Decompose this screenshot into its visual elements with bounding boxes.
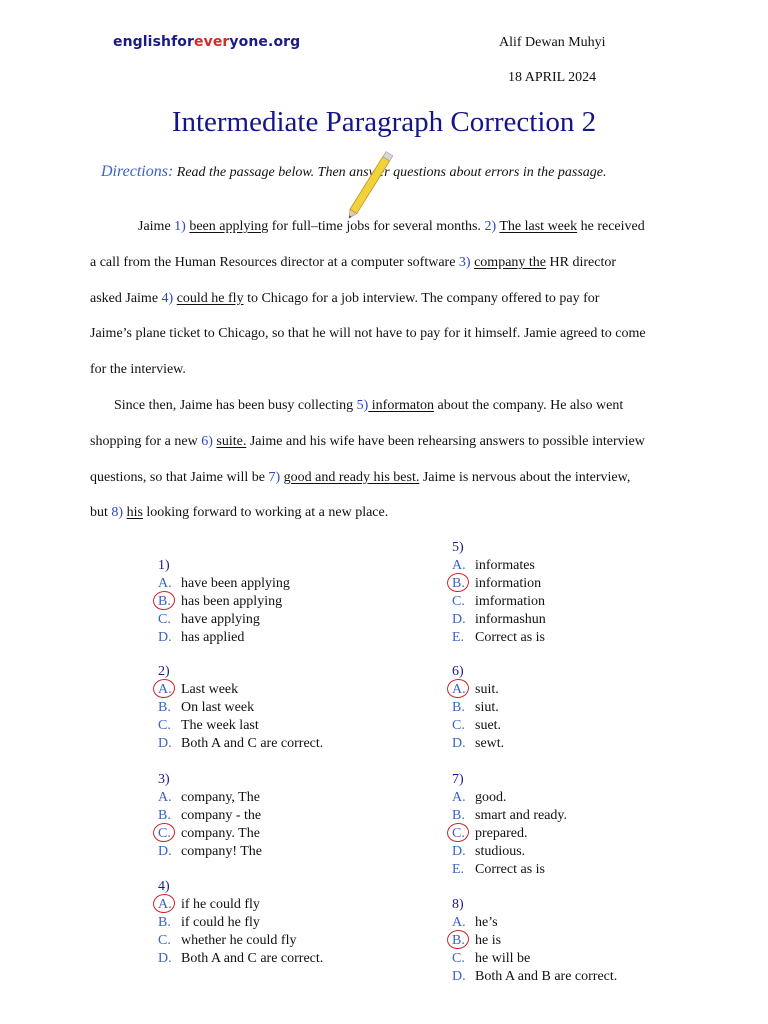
- answer-option: [158, 825, 262, 843]
- circle-mark-icon: [446, 678, 470, 700]
- answer-option: [158, 611, 290, 629]
- option-letter: [452, 932, 475, 950]
- option-text: The week last: [181, 718, 259, 733]
- option-text: company! The: [181, 844, 262, 859]
- option-letter: [452, 717, 475, 735]
- answer-option: [452, 575, 546, 593]
- text: but: [90, 505, 112, 521]
- option-text: has applied: [181, 630, 245, 645]
- option-text: if he could fly: [181, 897, 260, 912]
- error-phrase: good and ready his best.: [283, 469, 420, 485]
- logo-part-3: yone.org: [229, 34, 301, 50]
- option-letter: [158, 735, 181, 753]
- option-text: Correct as is: [475, 630, 545, 645]
- option-letter: [452, 735, 475, 753]
- answer-option: [158, 681, 323, 699]
- page-title: Intermediate Paragraph Correction 2: [171, 106, 597, 138]
- question-number: 1): [158, 558, 170, 573]
- option-letter: [158, 681, 181, 699]
- passage-line: [90, 498, 690, 534]
- option-letter-text: A.: [158, 682, 172, 697]
- error-number: 6): [201, 433, 213, 449]
- question-8: [452, 896, 617, 986]
- error-number: 4): [161, 290, 174, 306]
- text: about the company. He also went: [434, 397, 624, 413]
- error-number: 3): [458, 254, 471, 270]
- site-logo: [113, 34, 300, 50]
- option-text: has been applying: [181, 594, 283, 609]
- answer-option: [452, 932, 617, 950]
- passage: [90, 212, 690, 534]
- question-number: 7): [452, 772, 464, 787]
- option-letter: [452, 699, 475, 717]
- answer-option: [158, 932, 323, 950]
- option-letter: [452, 950, 475, 968]
- option-letter-text: A.: [452, 682, 466, 697]
- answer-option: [158, 843, 262, 861]
- option-letter: [158, 914, 181, 932]
- error-phrase: could he fly: [176, 290, 244, 306]
- error-phrase: been applying: [189, 219, 269, 234]
- option-text: company, The: [181, 790, 260, 805]
- answer-option: [452, 699, 504, 717]
- answer-option: [452, 593, 546, 611]
- option-letter: [158, 950, 181, 968]
- circle-mark-icon: [152, 678, 176, 700]
- option-text: have been applying: [181, 576, 290, 591]
- question-2: [158, 663, 323, 753]
- answer-option: [452, 789, 567, 807]
- question-number: 8): [452, 897, 464, 912]
- text: a call from the Human Resources director at a computer software: [90, 254, 459, 270]
- option-text: siut.: [475, 700, 499, 715]
- text: asked Jaime: [90, 290, 162, 306]
- option-text: have applying: [181, 612, 260, 627]
- option-letter-text: C.: [452, 826, 465, 841]
- option-text: Both A and B are correct.: [475, 969, 618, 984]
- option-letter-text: B.: [452, 808, 465, 823]
- option-letter-text: C.: [158, 933, 171, 948]
- answer-option: [452, 557, 546, 575]
- option-letter-text: B.: [158, 594, 171, 609]
- error-phrase: company the: [474, 254, 547, 270]
- circle-mark-icon: [446, 929, 470, 951]
- question-4: [158, 878, 323, 968]
- option-letter-text: D.: [452, 736, 466, 751]
- answer-option: [452, 843, 567, 861]
- circle-mark-icon: [152, 822, 176, 844]
- option-letter: [158, 825, 181, 843]
- option-text: prepared.: [475, 826, 528, 841]
- error-phrase: informaton: [368, 397, 434, 413]
- directions-text: Read the passage below. Then answer questions about errors in the passage.: [176, 165, 607, 180]
- option-letter: [158, 629, 181, 647]
- option-letter: [158, 699, 181, 717]
- answer-option: [158, 629, 290, 647]
- option-letter: [452, 575, 475, 593]
- option-letter-text: A.: [158, 897, 172, 912]
- circle-mark-icon: [152, 590, 176, 612]
- option-letter-text: C.: [158, 826, 171, 841]
- option-text: good.: [475, 790, 507, 805]
- option-letter-text: A.: [158, 790, 172, 805]
- option-letter-text: C.: [158, 718, 171, 733]
- option-text: Last week: [181, 682, 239, 697]
- option-letter-text: B.: [158, 915, 171, 930]
- option-text: imformation: [475, 594, 545, 609]
- answer-option: [452, 735, 504, 753]
- directions-label: Directions:: [101, 163, 174, 180]
- author-name: Alif Dewan Muhyi: [499, 35, 606, 50]
- question-number: 4): [158, 879, 170, 894]
- option-letter-text: A.: [452, 790, 466, 805]
- option-letter-text: D.: [452, 612, 466, 627]
- option-letter: [452, 681, 475, 699]
- option-text: he is: [475, 933, 502, 948]
- answer-option: [158, 593, 290, 611]
- option-letter: [158, 593, 181, 611]
- text: for full–time jobs for several months.: [268, 219, 485, 234]
- option-letter-text: D.: [452, 969, 466, 984]
- answer-option: [452, 629, 546, 647]
- option-letter-text: E.: [452, 862, 465, 877]
- option-letter-text: D.: [452, 844, 466, 859]
- option-text: sewt.: [475, 736, 505, 751]
- option-text: studious.: [475, 844, 526, 859]
- answer-option: [158, 735, 323, 753]
- question-5: [452, 539, 546, 647]
- answer-option: [158, 575, 290, 593]
- answer-option: [158, 807, 262, 825]
- pencil-icon: [328, 140, 418, 220]
- option-letter: [158, 789, 181, 807]
- option-letter-text: A.: [452, 558, 466, 573]
- question-3: [158, 771, 262, 861]
- option-letter: [158, 611, 181, 629]
- answer-option: [158, 950, 323, 968]
- passage-line: [90, 427, 690, 463]
- option-letter-text: D.: [158, 736, 172, 751]
- circle-mark-icon: [152, 893, 176, 915]
- question-number: 6): [452, 664, 464, 679]
- text: for the interview.: [90, 362, 186, 378]
- error-number: 5): [356, 397, 369, 413]
- option-letter: [158, 896, 181, 914]
- option-letter: [158, 932, 181, 950]
- text: Since then, Jaime has been busy collecting: [114, 397, 357, 413]
- option-text: smart and ready.: [475, 808, 567, 823]
- option-letter-text: C.: [452, 718, 465, 733]
- option-text: Both A and C are correct.: [181, 951, 324, 966]
- option-letter-text: E.: [452, 630, 465, 645]
- option-text: suit.: [475, 682, 499, 697]
- text: shopping for a new: [90, 433, 202, 449]
- error-number: 8): [111, 505, 124, 521]
- logo-part-1: englishfor: [113, 34, 194, 50]
- option-text: suet.: [475, 718, 502, 733]
- option-letter-text: C.: [452, 594, 465, 609]
- text: Jaime is nervous about the interview,: [419, 469, 631, 485]
- question-1: [158, 557, 290, 647]
- option-text: company - the: [181, 808, 262, 823]
- answer-option: [452, 968, 617, 986]
- error-phrase: The last week: [499, 219, 578, 234]
- option-letter-text: D.: [158, 951, 172, 966]
- question-number: 5): [452, 540, 464, 555]
- option-letter-text: B.: [452, 933, 465, 948]
- option-letter: [452, 825, 475, 843]
- answer-option: [452, 807, 567, 825]
- question-number: 3): [158, 772, 170, 787]
- option-text: he will be: [475, 951, 531, 966]
- answer-option: [158, 914, 323, 932]
- answer-option: [158, 717, 323, 735]
- answer-option: [452, 717, 504, 735]
- option-letter-text: B.: [158, 700, 171, 715]
- option-text: On last week: [181, 700, 255, 715]
- option-letter: [452, 789, 475, 807]
- text: questions, so that Jaime will be: [90, 469, 269, 485]
- text: Jaime’s plane ticket to Chicago, so that he will not have to pay for it himself. Jamie agreed to come: [90, 326, 646, 342]
- question-7: [452, 771, 567, 879]
- option-letter-text: B.: [158, 808, 171, 823]
- option-letter-text: B.: [452, 576, 465, 591]
- passage-line: [90, 463, 690, 499]
- answer-option: [452, 914, 617, 932]
- text: HR director: [546, 254, 616, 270]
- option-text: Both A and C are correct.: [181, 736, 324, 751]
- logo-part-2: ever: [194, 34, 230, 50]
- answer-option: [452, 861, 567, 879]
- answer-option: [452, 611, 546, 629]
- passage-line: [90, 355, 690, 391]
- option-letter: [452, 968, 475, 986]
- option-text: informates: [475, 558, 535, 573]
- error-number: 7): [268, 469, 281, 485]
- answer-option: [452, 825, 567, 843]
- text: looking forward to working at a new place.: [142, 505, 389, 521]
- option-text: if could he fly: [181, 915, 260, 930]
- option-letter-text: B.: [452, 700, 465, 715]
- question-6: [452, 663, 504, 753]
- option-letter-text: A.: [158, 576, 172, 591]
- option-letter: [452, 629, 475, 647]
- text: Jaime: [138, 219, 175, 234]
- option-text: company. The: [181, 826, 260, 841]
- error-phrase: suite.: [216, 433, 247, 449]
- answer-option: [452, 681, 504, 699]
- option-text: he’s: [475, 915, 498, 930]
- option-text: Correct as is: [475, 862, 545, 877]
- option-letter: [452, 861, 475, 879]
- option-letter: [452, 593, 475, 611]
- option-letter: [452, 843, 475, 861]
- option-letter-text: A.: [452, 915, 466, 930]
- passage-line: [90, 391, 690, 427]
- option-letter: [158, 843, 181, 861]
- option-letter-text: C.: [158, 612, 171, 627]
- option-letter-text: C.: [452, 951, 465, 966]
- passage-line: [90, 212, 690, 248]
- circle-mark-icon: [446, 822, 470, 844]
- date: 18 APRIL 2024: [508, 70, 597, 85]
- circle-mark-icon: [446, 572, 470, 594]
- answer-option: [158, 896, 323, 914]
- error-number: 1): [174, 219, 186, 234]
- option-text: informashun: [475, 612, 546, 627]
- error-number: 2): [484, 219, 497, 234]
- option-text: information: [475, 576, 542, 591]
- answer-option: [158, 789, 262, 807]
- answer-option: [158, 699, 323, 717]
- option-letter: [452, 611, 475, 629]
- passage-line: [90, 319, 690, 355]
- text: Jaime and his wife have been rehearsing answers to possible interview: [246, 433, 645, 449]
- passage-line: [90, 248, 690, 284]
- option-text: whether he could fly: [181, 933, 297, 948]
- passage-line: [90, 284, 690, 320]
- error-phrase: his: [126, 505, 143, 521]
- question-number: 2): [158, 664, 170, 679]
- option-letter-text: D.: [158, 844, 172, 859]
- answer-option: [452, 950, 617, 968]
- text: to Chicago for a job interview. The company offered to pay for: [243, 290, 600, 306]
- text: he received: [577, 219, 645, 234]
- option-letter-text: D.: [158, 630, 172, 645]
- option-letter: [158, 717, 181, 735]
